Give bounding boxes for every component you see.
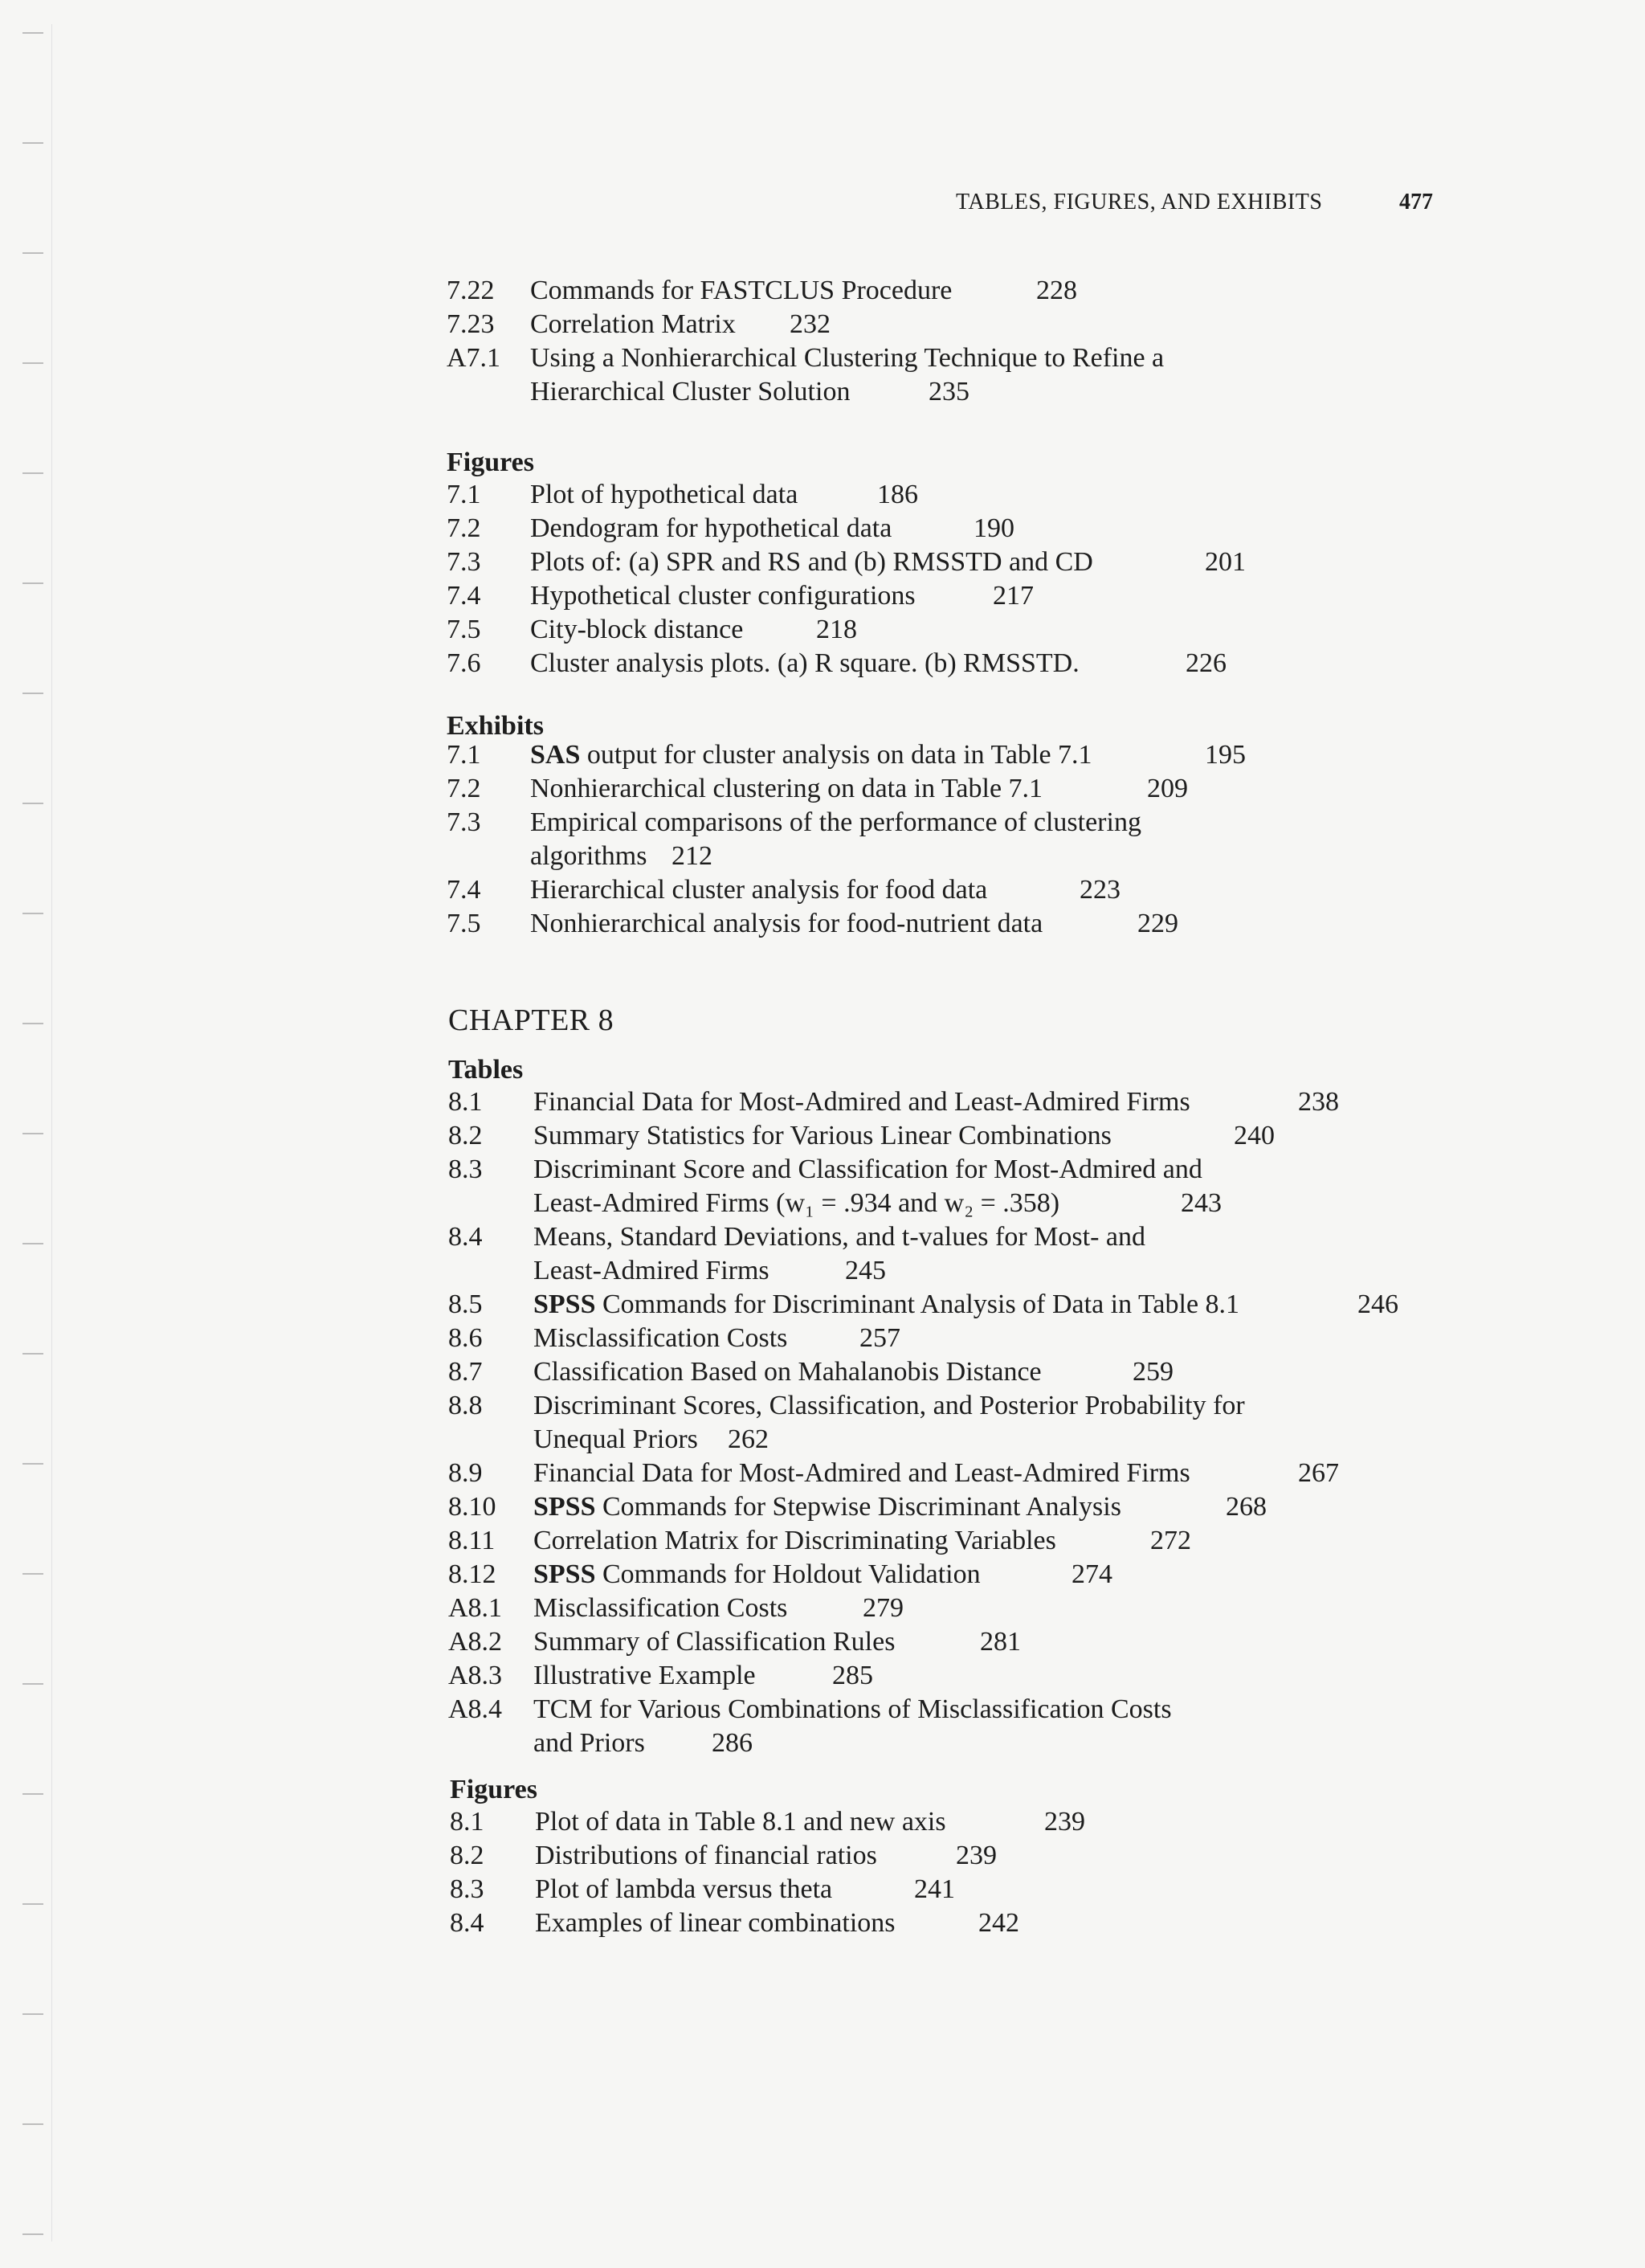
binding-tick — [22, 1573, 43, 1575]
chapter-8-title: CHAPTER 8 — [448, 1003, 614, 1037]
binding-tick — [22, 252, 43, 254]
entry-title — [533, 1154, 1202, 1186]
binding-tick — [22, 1023, 43, 1024]
entry-title — [530, 648, 1080, 680]
binding-tick — [22, 32, 43, 34]
toc-entry — [447, 648, 1491, 680]
entry-title — [530, 773, 1043, 805]
entry-title — [535, 1806, 946, 1838]
toc-entry — [448, 1525, 1492, 1557]
entry-title — [533, 1120, 1112, 1152]
entry-title-text: Hierarchical cluster analysis for food data — [530, 875, 988, 905]
binding-tick — [22, 1243, 43, 1244]
entry-number: 8.5 — [448, 1289, 483, 1319]
toc-entry — [447, 309, 1491, 341]
binding-tick — [22, 1133, 43, 1134]
entry-page-number: 241 — [914, 1874, 955, 1904]
entry-title — [533, 1592, 787, 1624]
entry-number: 8.1 — [450, 1807, 484, 1837]
binding-tick — [22, 913, 43, 914]
entry-number: 7.23 — [447, 309, 495, 339]
entry-title-text: Cluster analysis plots. (a) R square. (b) RMSSTD. — [530, 648, 1080, 678]
entry-title-text: Correlation Matrix for Discriminating Variables — [533, 1526, 1056, 1555]
entry-page-number: 218 — [816, 615, 857, 644]
software-name: SPSS — [533, 1559, 596, 1589]
entry-number: A8.2 — [448, 1627, 503, 1657]
entry-page-number: 274 — [1071, 1559, 1112, 1589]
toc-entry — [448, 1255, 1492, 1287]
entry-title — [530, 342, 1164, 374]
toc-entry — [448, 1660, 1492, 1692]
entry-page-number: 190 — [974, 513, 1014, 543]
entry-page-number: 209 — [1147, 774, 1188, 803]
entry-title — [535, 1874, 832, 1906]
entry-title-text: Empirical comparisons of the performance of clustering — [530, 807, 1141, 837]
entry-title-text: Summary Statistics for Various Linear Combinations — [533, 1121, 1112, 1150]
binding-tick — [22, 362, 43, 364]
entry-title-text: Unequal Priors — [533, 1424, 698, 1454]
binding-tick — [22, 2233, 43, 2235]
toc-entry — [450, 1840, 1494, 1872]
ch7-figures-heading: Figures — [447, 447, 534, 477]
entry-number: A8.3 — [448, 1661, 503, 1690]
entry-title-text: Distributions of financial ratios — [535, 1841, 877, 1870]
entry-title-text: Summary of Classification Rules — [533, 1627, 896, 1657]
entry-title — [533, 1255, 769, 1287]
entry-number: 8.6 — [448, 1323, 483, 1353]
entry-title-text: Hypothetical cluster configurations — [530, 581, 916, 611]
entry-page-number: 286 — [712, 1728, 753, 1758]
binding-tick — [22, 1463, 43, 1465]
toc-entry — [448, 1187, 1492, 1220]
entry-title-text: Correlation Matrix — [530, 309, 736, 339]
toc-entry — [448, 1559, 1492, 1591]
ch8-figures-heading: Figures — [450, 1775, 537, 1804]
toc-entry — [448, 1390, 1492, 1422]
toc-entry — [447, 479, 1491, 511]
entry-title — [530, 614, 743, 646]
toc-entry — [450, 1874, 1494, 1906]
entry-number: 7.5 — [447, 615, 481, 644]
entry-title-text: Commands for FASTCLUS Procedure — [530, 276, 953, 305]
entry-number: 7.3 — [447, 807, 481, 837]
toc-entry — [447, 840, 1491, 872]
entry-page-number: 228 — [1036, 276, 1077, 305]
entry-number: 8.10 — [448, 1492, 496, 1522]
entry-page-number: 201 — [1205, 547, 1246, 577]
toc-entry — [450, 1907, 1494, 1939]
toc-entry — [447, 908, 1491, 940]
entry-title — [533, 1491, 1121, 1523]
entry-title — [530, 546, 1093, 578]
entry-page-number: 240 — [1234, 1121, 1275, 1150]
toc-entry — [448, 1694, 1492, 1726]
toc-entry — [448, 1457, 1492, 1490]
entry-page-number: 238 — [1298, 1087, 1339, 1117]
entry-number: 8.4 — [450, 1908, 484, 1938]
entry-number: 8.8 — [448, 1391, 483, 1420]
entry-number: 8.1 — [448, 1087, 483, 1117]
toc-entry — [447, 807, 1491, 839]
entry-title-text: TCM for Various Combinations of Misclassification Costs — [533, 1694, 1172, 1724]
toc-entry — [447, 376, 1491, 408]
toc-entry — [448, 1356, 1492, 1388]
entry-title-text: Commands for Holdout Validation — [595, 1559, 981, 1589]
entry-title-text: Using a Nonhierarchical Clustering Technique to Refine a — [530, 343, 1165, 373]
entry-title — [533, 1322, 787, 1355]
entry-page-number: 272 — [1150, 1526, 1191, 1555]
entry-title-text: Examples of linear combinations — [535, 1908, 896, 1938]
entry-title-text: Plot of data in Table 8.1 and new axis — [535, 1807, 946, 1837]
entry-title — [533, 1424, 698, 1456]
entry-number: 7.4 — [447, 875, 481, 905]
toc-entry — [448, 1086, 1492, 1118]
entry-title — [530, 840, 647, 872]
entry-number: 8.2 — [450, 1841, 484, 1870]
entry-number: 7.2 — [447, 774, 481, 803]
entry-number: 8.3 — [448, 1154, 483, 1184]
entry-title — [533, 1694, 1172, 1726]
toc-entry — [450, 1806, 1494, 1838]
binding-tick — [22, 1353, 43, 1355]
toc-entry — [447, 739, 1491, 771]
entry-title-text: Least-Admired Firms — [533, 1256, 769, 1285]
entry-page-number: 257 — [859, 1323, 900, 1353]
binding-tick — [22, 472, 43, 474]
binding-tick — [22, 1683, 43, 1685]
entry-title-text: and Priors — [533, 1728, 645, 1758]
entry-title-text: algorithms — [530, 841, 647, 871]
entry-title-text: output for cluster analysis on data in Table 7.1 — [580, 740, 1092, 770]
entry-title-text: Misclassification Costs — [533, 1593, 788, 1623]
entry-page-number: 217 — [993, 581, 1034, 611]
entry-title-text: Illustrative Example — [533, 1661, 756, 1690]
entry-page-number: 262 — [728, 1424, 769, 1454]
entry-page-number: 279 — [863, 1593, 904, 1623]
entry-title — [535, 1907, 896, 1939]
binding-tick — [22, 1903, 43, 1905]
toc-entry — [447, 342, 1491, 374]
toc-entry — [448, 1592, 1492, 1624]
ch7-exhibits-heading: Exhibits — [447, 711, 544, 741]
entry-page-number: 259 — [1133, 1357, 1174, 1387]
entry-title-text: Discriminant Scores, Classification, and Posterior Probability for — [533, 1391, 1245, 1420]
entry-title-text: Nonhierarchical clustering on data in Table 7.1 — [530, 774, 1043, 803]
entry-number: 7.2 — [447, 513, 481, 543]
entry-number: 7.22 — [447, 276, 495, 305]
entry-number: 8.9 — [448, 1458, 483, 1488]
entry-number: 8.12 — [448, 1559, 496, 1589]
toc-entry — [447, 513, 1491, 545]
entry-title-text: Dendogram for hypothetical data — [530, 513, 892, 543]
entry-page-number: 281 — [980, 1627, 1021, 1657]
entry-number: A8.4 — [448, 1694, 503, 1724]
toc-entry — [448, 1322, 1492, 1355]
entry-title — [530, 309, 736, 341]
entry-number: 7.4 — [447, 581, 481, 611]
entry-title — [533, 1390, 1245, 1422]
ch8-tables-heading: Tables — [448, 1055, 524, 1085]
entry-title-text: Plots of: (a) SPR and RS and (b) RMSSTD and CD — [530, 547, 1093, 577]
toc-entry — [448, 1120, 1492, 1152]
entry-number: 8.2 — [448, 1121, 483, 1150]
entry-page-number: 267 — [1298, 1458, 1339, 1488]
entry-page-number: 239 — [1044, 1807, 1085, 1837]
entry-title-text: Hierarchical Cluster Solution — [530, 377, 851, 407]
entry-page-number: 268 — [1226, 1492, 1267, 1522]
page-number: 477 — [1399, 190, 1433, 215]
entry-title — [530, 739, 1092, 771]
entry-title — [533, 1187, 1059, 1220]
entry-title-text: Means, Standard Deviations, and t-values for Most- and — [533, 1222, 1145, 1252]
entry-title-text: Financial Data for Most-Admired and Least-Admired Firms — [533, 1087, 1190, 1117]
entry-page-number: 229 — [1137, 909, 1178, 938]
entry-number: 8.11 — [448, 1526, 496, 1555]
entry-page-number: 232 — [790, 309, 831, 339]
entry-title — [533, 1727, 645, 1759]
toc-entry — [448, 1221, 1492, 1253]
entry-title — [530, 479, 798, 511]
software-name: SPSS — [533, 1492, 596, 1522]
entry-number: 7.6 — [447, 648, 481, 678]
software-name: SAS — [530, 740, 581, 770]
entry-title — [533, 1626, 895, 1658]
entry-number: A7.1 — [447, 343, 501, 373]
entry-title-text: Financial Data for Most-Admired and Least-Admired Firms — [533, 1458, 1190, 1488]
entry-title-text: Discriminant Score and Classification for Most-Admired and — [533, 1154, 1202, 1184]
entry-title-text: Plot of hypothetical data — [530, 480, 798, 509]
binding-tick — [22, 2123, 43, 2125]
entry-title-text: Commands for Stepwise Discriminant Analysis — [595, 1492, 1121, 1522]
entry-title — [535, 1840, 877, 1872]
entry-number: 7.1 — [447, 740, 481, 770]
binding-tick — [22, 803, 43, 804]
entry-title — [530, 580, 916, 612]
entry-page-number: 243 — [1181, 1188, 1222, 1218]
binding-rail — [51, 24, 52, 2241]
entry-page-number: 223 — [1080, 875, 1120, 905]
binding-tick — [22, 1793, 43, 1795]
toc-entry — [447, 614, 1491, 646]
binding-margin — [0, 0, 48, 2268]
toc-entry — [448, 1154, 1492, 1186]
toc-entry — [448, 1289, 1492, 1321]
entry-page-number: 239 — [956, 1841, 997, 1870]
toc-entry — [447, 275, 1491, 307]
entry-title — [530, 807, 1141, 839]
entry-title — [530, 513, 892, 545]
entry-title — [533, 1559, 981, 1591]
toc-entry — [447, 546, 1491, 578]
entry-number: 7.3 — [447, 547, 481, 577]
entry-title — [533, 1221, 1145, 1253]
entry-title — [533, 1525, 1056, 1557]
entry-title-text: Misclassification Costs — [533, 1323, 788, 1353]
entry-title — [530, 376, 850, 408]
entry-title — [533, 1457, 1190, 1490]
entry-page-number: 186 — [877, 480, 918, 509]
entry-number: 8.7 — [448, 1357, 483, 1387]
entry-number: A8.1 — [448, 1593, 503, 1623]
running-head: TABLES, FIGURES, AND EXHIBITS — [956, 190, 1323, 215]
toc-entry — [447, 874, 1491, 906]
entry-title-text: Plot of lambda versus theta — [535, 1874, 833, 1904]
entry-number: 7.5 — [447, 909, 481, 938]
entry-title-text: Nonhierarchical analysis for food-nutrient data — [530, 909, 1043, 938]
binding-tick — [22, 693, 43, 694]
entry-page-number: 235 — [929, 377, 969, 407]
entry-title — [533, 1289, 1239, 1321]
entry-title — [533, 1086, 1190, 1118]
entry-title — [530, 874, 987, 906]
entry-page-number: 242 — [978, 1908, 1019, 1938]
entry-page-number: 195 — [1205, 740, 1246, 770]
entry-title-text: Commands for Discriminant Analysis of Data in Table 8.1 — [595, 1289, 1240, 1319]
toc-entry — [447, 773, 1491, 805]
entry-title — [530, 908, 1043, 940]
entry-title — [533, 1356, 1042, 1388]
binding-tick — [22, 142, 43, 144]
software-name: SPSS — [533, 1289, 596, 1319]
entry-number: 8.4 — [448, 1222, 483, 1252]
entry-title-text: Least-Admired Firms (w₁ = .934 and w₂ = .358) — [533, 1188, 1060, 1218]
toc-entry — [447, 580, 1491, 612]
entry-title-text: City-block distance — [530, 615, 744, 644]
entry-page-number: 226 — [1186, 648, 1227, 678]
entry-page-number: 246 — [1357, 1289, 1398, 1319]
entry-title — [533, 1660, 756, 1692]
binding-tick — [22, 2013, 43, 2015]
toc-entry — [448, 1727, 1492, 1759]
entry-number: 7.1 — [447, 480, 481, 509]
toc-entry — [448, 1424, 1492, 1456]
binding-tick — [22, 582, 43, 584]
entry-number: 8.3 — [450, 1874, 484, 1904]
entry-title-text: Classification Based on Mahalanobis Distance — [533, 1357, 1042, 1387]
entry-page-number: 245 — [845, 1256, 886, 1285]
toc-entry — [448, 1491, 1492, 1523]
entry-page-number: 212 — [671, 841, 712, 871]
toc-entry — [448, 1626, 1492, 1658]
entry-title — [530, 275, 952, 307]
entry-page-number: 285 — [832, 1661, 873, 1690]
